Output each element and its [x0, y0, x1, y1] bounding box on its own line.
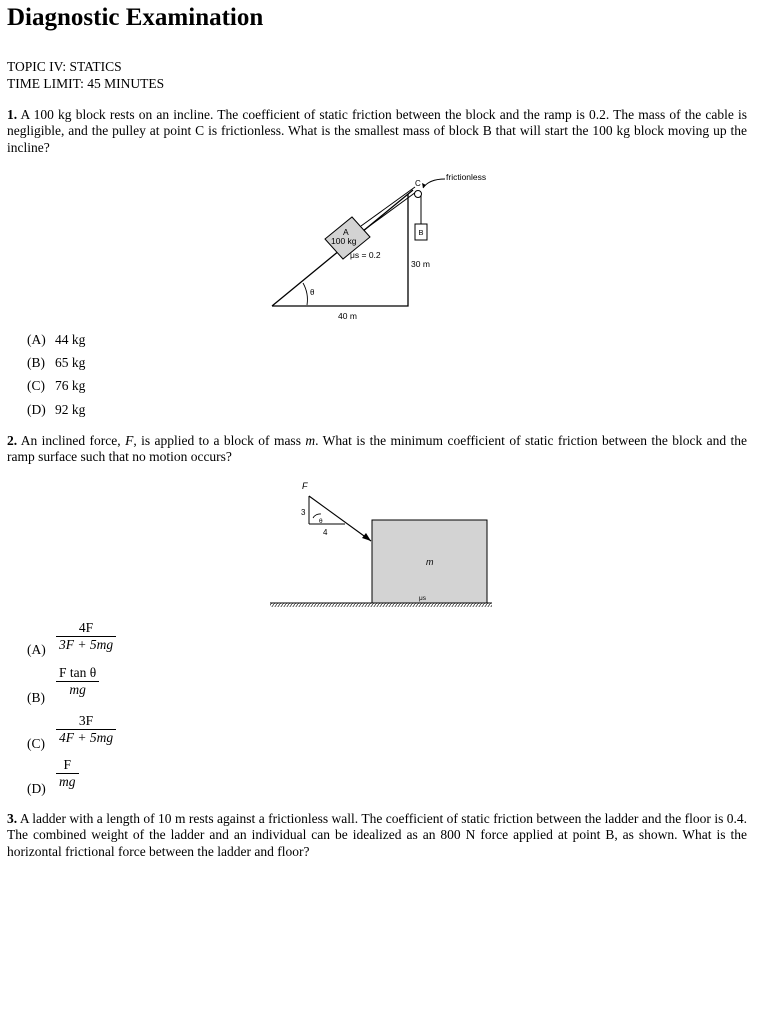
inclined-force-figure	[265, 476, 495, 614]
q2-option-a[interactable]: (A) 4F 3F + 5mg	[27, 620, 147, 660]
q2-theta-label: θ	[319, 518, 323, 525]
topic-line: TOPIC IV: STATICS	[7, 59, 122, 74]
question-1-text: A 100 kg block rests on an incline. The coefficient of static friction between the block and the ramp is 0.2. The mass of the cable is negligible, and the pulley at point C is frictionless. What is the smallest mass of block B that will start the 100 kg block moving up the incline?	[7, 107, 747, 155]
block-a-mass-label: 100 kg	[331, 236, 357, 246]
pulley-c	[415, 191, 422, 198]
frictionless-label: frictionless	[446, 172, 487, 182]
cable-incline	[361, 187, 415, 226]
question-3-text: A ladder with a length of 10 m rests against a frictionless wall. The coefficient of static friction between the ladder and the floor is 0.4. The combined weight of the ladder and an individual can be idealized as an 800 N force applied at point B, as shown. What is the horizontal frictional force between the ladder and floor?	[7, 811, 747, 859]
question-1-number: 1.	[7, 107, 18, 122]
q2-option-c[interactable]: (C) 3F 4F + 5mg	[27, 713, 147, 753]
incline-pulley-figure	[265, 168, 510, 323]
question-3	[7, 811, 747, 860]
force-f-label: F	[302, 481, 308, 491]
question-2: 2. An inclined force, F, is applied to a block of mass m. What is the minimum coefficient of static friction between the block and the ramp surface such that no motion occurs?	[7, 433, 748, 465]
pulley-c-label: C	[415, 179, 421, 188]
q1-theta-label: θ	[310, 288, 315, 297]
block-b-label: B	[418, 228, 424, 237]
frictionless-arrow	[423, 179, 445, 188]
question-3-number: 3.	[7, 811, 18, 826]
q2-option-b[interactable]: (B) F tan θ mg	[27, 665, 147, 705]
time-limit-line: TIME LIMIT: 45 MINUTES	[7, 76, 165, 91]
q1-mu-label: μs = 0.2	[350, 250, 381, 260]
q2-mu-label: μs	[419, 595, 426, 602]
slope-4-label: 4	[323, 528, 328, 537]
base-label: 40 m	[338, 311, 357, 321]
page-title: Diagnostic Examination	[7, 4, 264, 31]
height-label: 30 m	[411, 259, 430, 269]
ground-hatching	[270, 603, 492, 607]
theta-arc	[303, 283, 307, 305]
q1-option-c[interactable]: (C) 76 kg	[27, 378, 86, 393]
slope-3-label: 3	[301, 508, 306, 517]
force-arrowhead	[362, 533, 371, 541]
block-m-label: m	[426, 557, 434, 567]
question-1	[7, 107, 747, 156]
block-a-label: A	[343, 227, 349, 237]
q2-option-d[interactable]: (D) F mg	[27, 757, 147, 797]
q1-option-b[interactable]: (B) 65 kg	[27, 355, 86, 370]
q1-option-a[interactable]: (A) 44 kg	[27, 332, 86, 347]
q1-option-d[interactable]: (D) 92 kg	[27, 402, 86, 417]
question-2-number: 2.	[7, 433, 18, 448]
